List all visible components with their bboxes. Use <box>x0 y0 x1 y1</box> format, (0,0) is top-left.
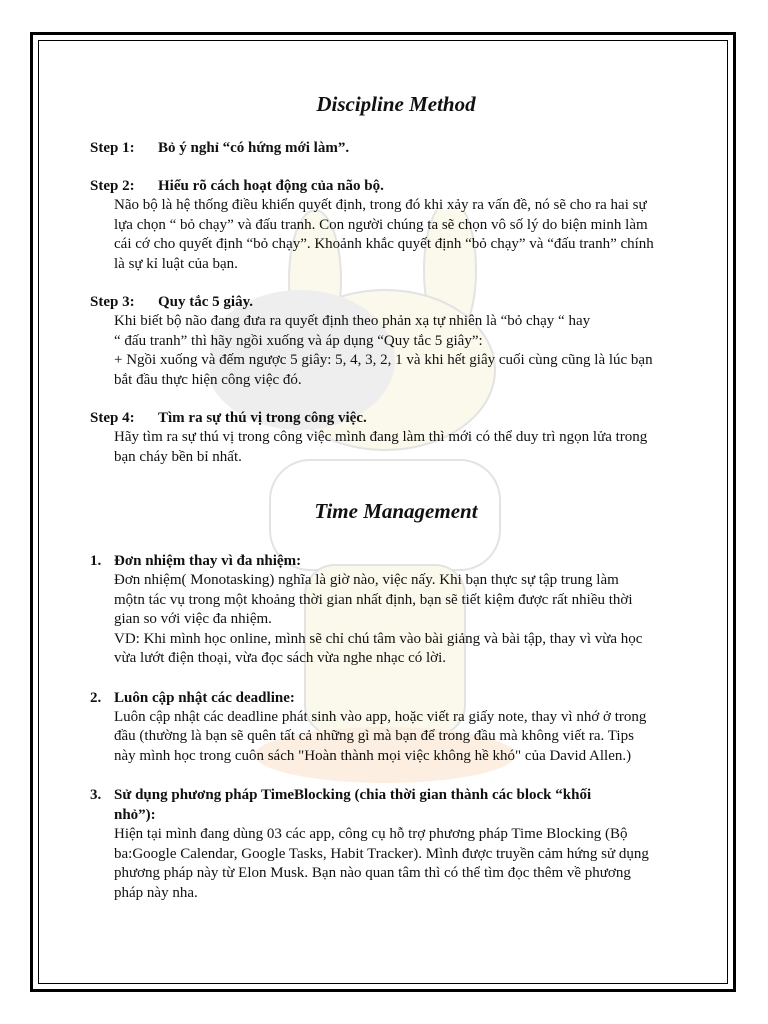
step-body <box>90 428 702 467</box>
step-body-line: Não bộ là hệ thống điều khiển quyết định, trong đó khi xảy ra vấn đề, nó sẽ cho ra hai sự <box>114 197 647 214</box>
step-title: Tìm ra sự thú vị trong công việc. <box>158 410 367 427</box>
step-body <box>90 196 702 274</box>
item-title <box>114 785 591 825</box>
step-heading <box>90 292 702 312</box>
discipline-steps <box>90 138 702 467</box>
item-body <box>90 708 702 767</box>
item-title <box>114 551 301 571</box>
discipline-title: Discipline Method <box>316 92 476 116</box>
item-body-line: pháp này nha. <box>114 884 198 901</box>
time-management-list <box>90 551 702 903</box>
item-heading <box>90 688 702 708</box>
list-item <box>90 688 702 767</box>
step-body-line: + Ngồi xuống và đếm ngược 5 giây: 5, 4, 3, 2, 1 và khi hết giây cuối cùng cũng là lúc bạn <box>114 352 653 369</box>
item-body-line: ba:Google Calendar, Google Tasks, Habit Tracker). Mình được truyền cảm hứng sử dụng <box>114 845 649 862</box>
step-label: Step 3: <box>90 294 135 311</box>
item-body-line: mộtn tác vụ trong một khoảng thời gian nhất định, bạn sẽ tiết kiệm được rất nhiều thời <box>114 591 633 608</box>
item-title <box>114 688 295 708</box>
item-body <box>90 825 702 903</box>
step-body-line: bắt đầu thực hiện công việc đó. <box>114 371 302 388</box>
step-body-line: Khi biết bộ não đang đưa ra quyết định theo phản xạ tự nhiên là “bỏ chạy “ hay <box>114 313 591 330</box>
item-title-line: Luôn cập nhật các deadline: <box>114 689 295 706</box>
item-title-line: nhỏ”): <box>114 807 156 824</box>
step-title: Bỏ ý nghỉ “có hứng mới làm”. <box>158 140 350 157</box>
list-item <box>90 785 702 903</box>
step-body-line: cái cớ cho quyết định “bỏ chạy”. Khoảnh khắc quyết định “bỏ chạy” và “đấu tranh” chính <box>114 236 654 253</box>
step-body-line: lựa chọn “ bỏ chạy” và đấu tranh. Con người chúng ta sẽ chọn vô số lý do biện minh làm <box>114 216 648 233</box>
item-heading <box>90 785 702 825</box>
list-item <box>90 551 702 669</box>
item-body-line: Đơn nhiệm( Monotasking) nghĩa là giờ nào, việc nấy. Khi bạn thực sự tập trung làm <box>114 572 619 589</box>
step-block <box>90 138 702 158</box>
item-body-line: Hiện tại mình đang dùng 03 các app, công cụ hỗ trợ phương pháp Time Blocking (Bộ <box>114 826 628 843</box>
step-label: Step 2: <box>90 178 135 195</box>
step-body-line: Hãy tìm ra sự thú vị trong công việc mình đang làm thì mới có thể duy trì ngọn lửa trong <box>114 429 648 446</box>
step-label: Step 4: <box>90 410 135 427</box>
step-block <box>90 408 702 467</box>
item-body-line: vừa lướt điện thoại, vừa đọc sách vừa nghe nhạc có lời. <box>114 650 447 667</box>
item-body-line: Luôn cập nhật các deadline phát sinh vào app, hoặc viết ra giấy note, thay vì nhớ ở trong <box>114 708 647 725</box>
step-body-line: là sự kỉ luật của bạn. <box>114 255 238 272</box>
step-block <box>90 292 702 390</box>
step-title: Quy tắc 5 giây. <box>158 294 254 311</box>
item-body-line: phương pháp này từ Elon Musk. Bạn nào quan tâm thì có thể tìm đọc thêm về phương <box>114 865 631 882</box>
item-title-line: Sử dụng phương pháp TimeBlocking (chia thời gian thành các block “khối <box>114 787 592 804</box>
step-label: Step 1: <box>90 140 135 157</box>
time-management-title: Time Management <box>314 499 478 524</box>
document-content <box>90 92 702 903</box>
item-heading <box>90 551 702 571</box>
step-body-line: “ đấu tranh” thì hãy ngồi xuống và áp dụng “Quy tắc 5 giây”: <box>114 332 483 349</box>
step-heading <box>90 408 702 428</box>
item-number: 3. <box>90 787 102 804</box>
step-body <box>90 312 702 390</box>
item-body-line: VD: Khi mình học online, mình sẽ chỉ chú tâm vào bài giảng và bài tập, thay vì vừa học <box>114 630 643 647</box>
step-heading <box>90 176 702 196</box>
item-body-line: này mình học trong cuôn sách "Hoàn thành mọi việc không hề khó" của David Allen.) <box>114 747 632 764</box>
step-block <box>90 176 702 274</box>
item-body-line: đầu (thường là bạn sẽ quên tất cả những gì mà bạn để trong đầu mà không viết ra. Tips <box>114 728 634 745</box>
item-title-line: Đơn nhiệm thay vì đa nhiệm: <box>114 553 302 570</box>
item-number: 1. <box>90 553 102 570</box>
item-body <box>90 571 702 669</box>
step-heading <box>90 138 702 158</box>
item-body-line: gian so với việc đa nhiệm. <box>114 611 272 628</box>
step-body-line: bạn cháy bền bỉ nhất. <box>114 448 242 465</box>
item-number: 2. <box>90 689 102 706</box>
step-title: Hiểu rõ cách hoạt động của não bộ. <box>158 178 384 195</box>
